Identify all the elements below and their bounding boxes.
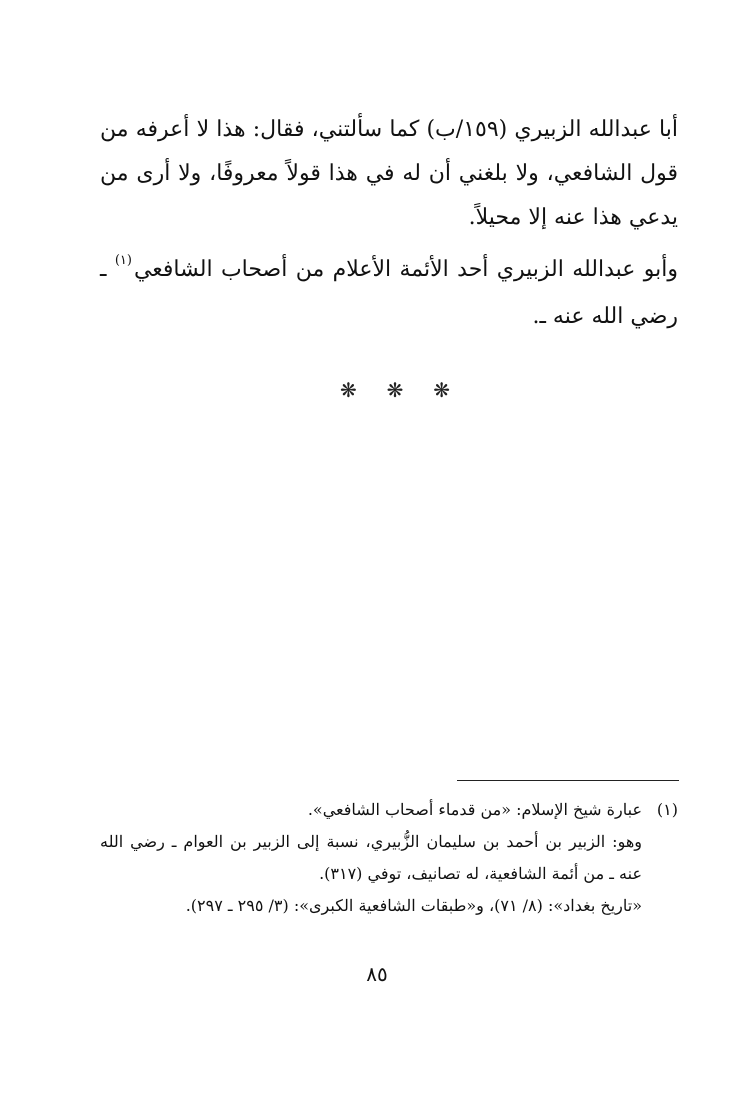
paragraph-2-ending: ـ رضي الله عنه ـ. (100, 257, 678, 329)
footnote-line-2: وهو: الزبير بن أحمد بن سليمان الزُّبيري، نسبة إلى الزبير بن العوام ـ رضي الله عنه ـ من أئمة الشافعية، له تصانيف، توفي (٣١٧). (100, 832, 642, 883)
asterism-icon: ❋ (433, 378, 450, 402)
footnote-reference: (١) (114, 253, 132, 268)
section-separator (340, 378, 450, 402)
asterism-icon: ❋ (340, 378, 357, 402)
paragraph-2 (100, 248, 678, 339)
footnote-line-1: عبارة شيخ الإسلام: «من قدماء أصحاب الشافعي». (307, 800, 642, 819)
footnote-line-3: «تاريخ بغداد»: (٨/ ٧١)، و«طبقات الشافعية الكبرى»: (٣/ ٢٩٥ ـ ٢٩٧). (185, 896, 642, 915)
footnote-number: (١) (656, 800, 678, 819)
paragraph-1: أبا عبدالله الزبيري (١٥٩/ب) كما سألتني، فقال: هذا لا أعرفه من قول الشافعي، ولا بلغني أن له في هذا قولاً معروفًا، ولا أرى من يدعي هذا عنه إلا محيلاً. (100, 117, 678, 230)
footnote-1 (100, 794, 678, 826)
paragraph-2-text: وأبو عبدالله الزبيري أحد الأئمة الأعلام من أصحاب الشافعي (133, 257, 679, 282)
footnotes (100, 794, 678, 922)
footnote-rule (457, 780, 679, 781)
asterism-icon: ❋ (386, 378, 404, 402)
main-text (100, 108, 678, 339)
page-number: ٨٥ (366, 962, 388, 986)
